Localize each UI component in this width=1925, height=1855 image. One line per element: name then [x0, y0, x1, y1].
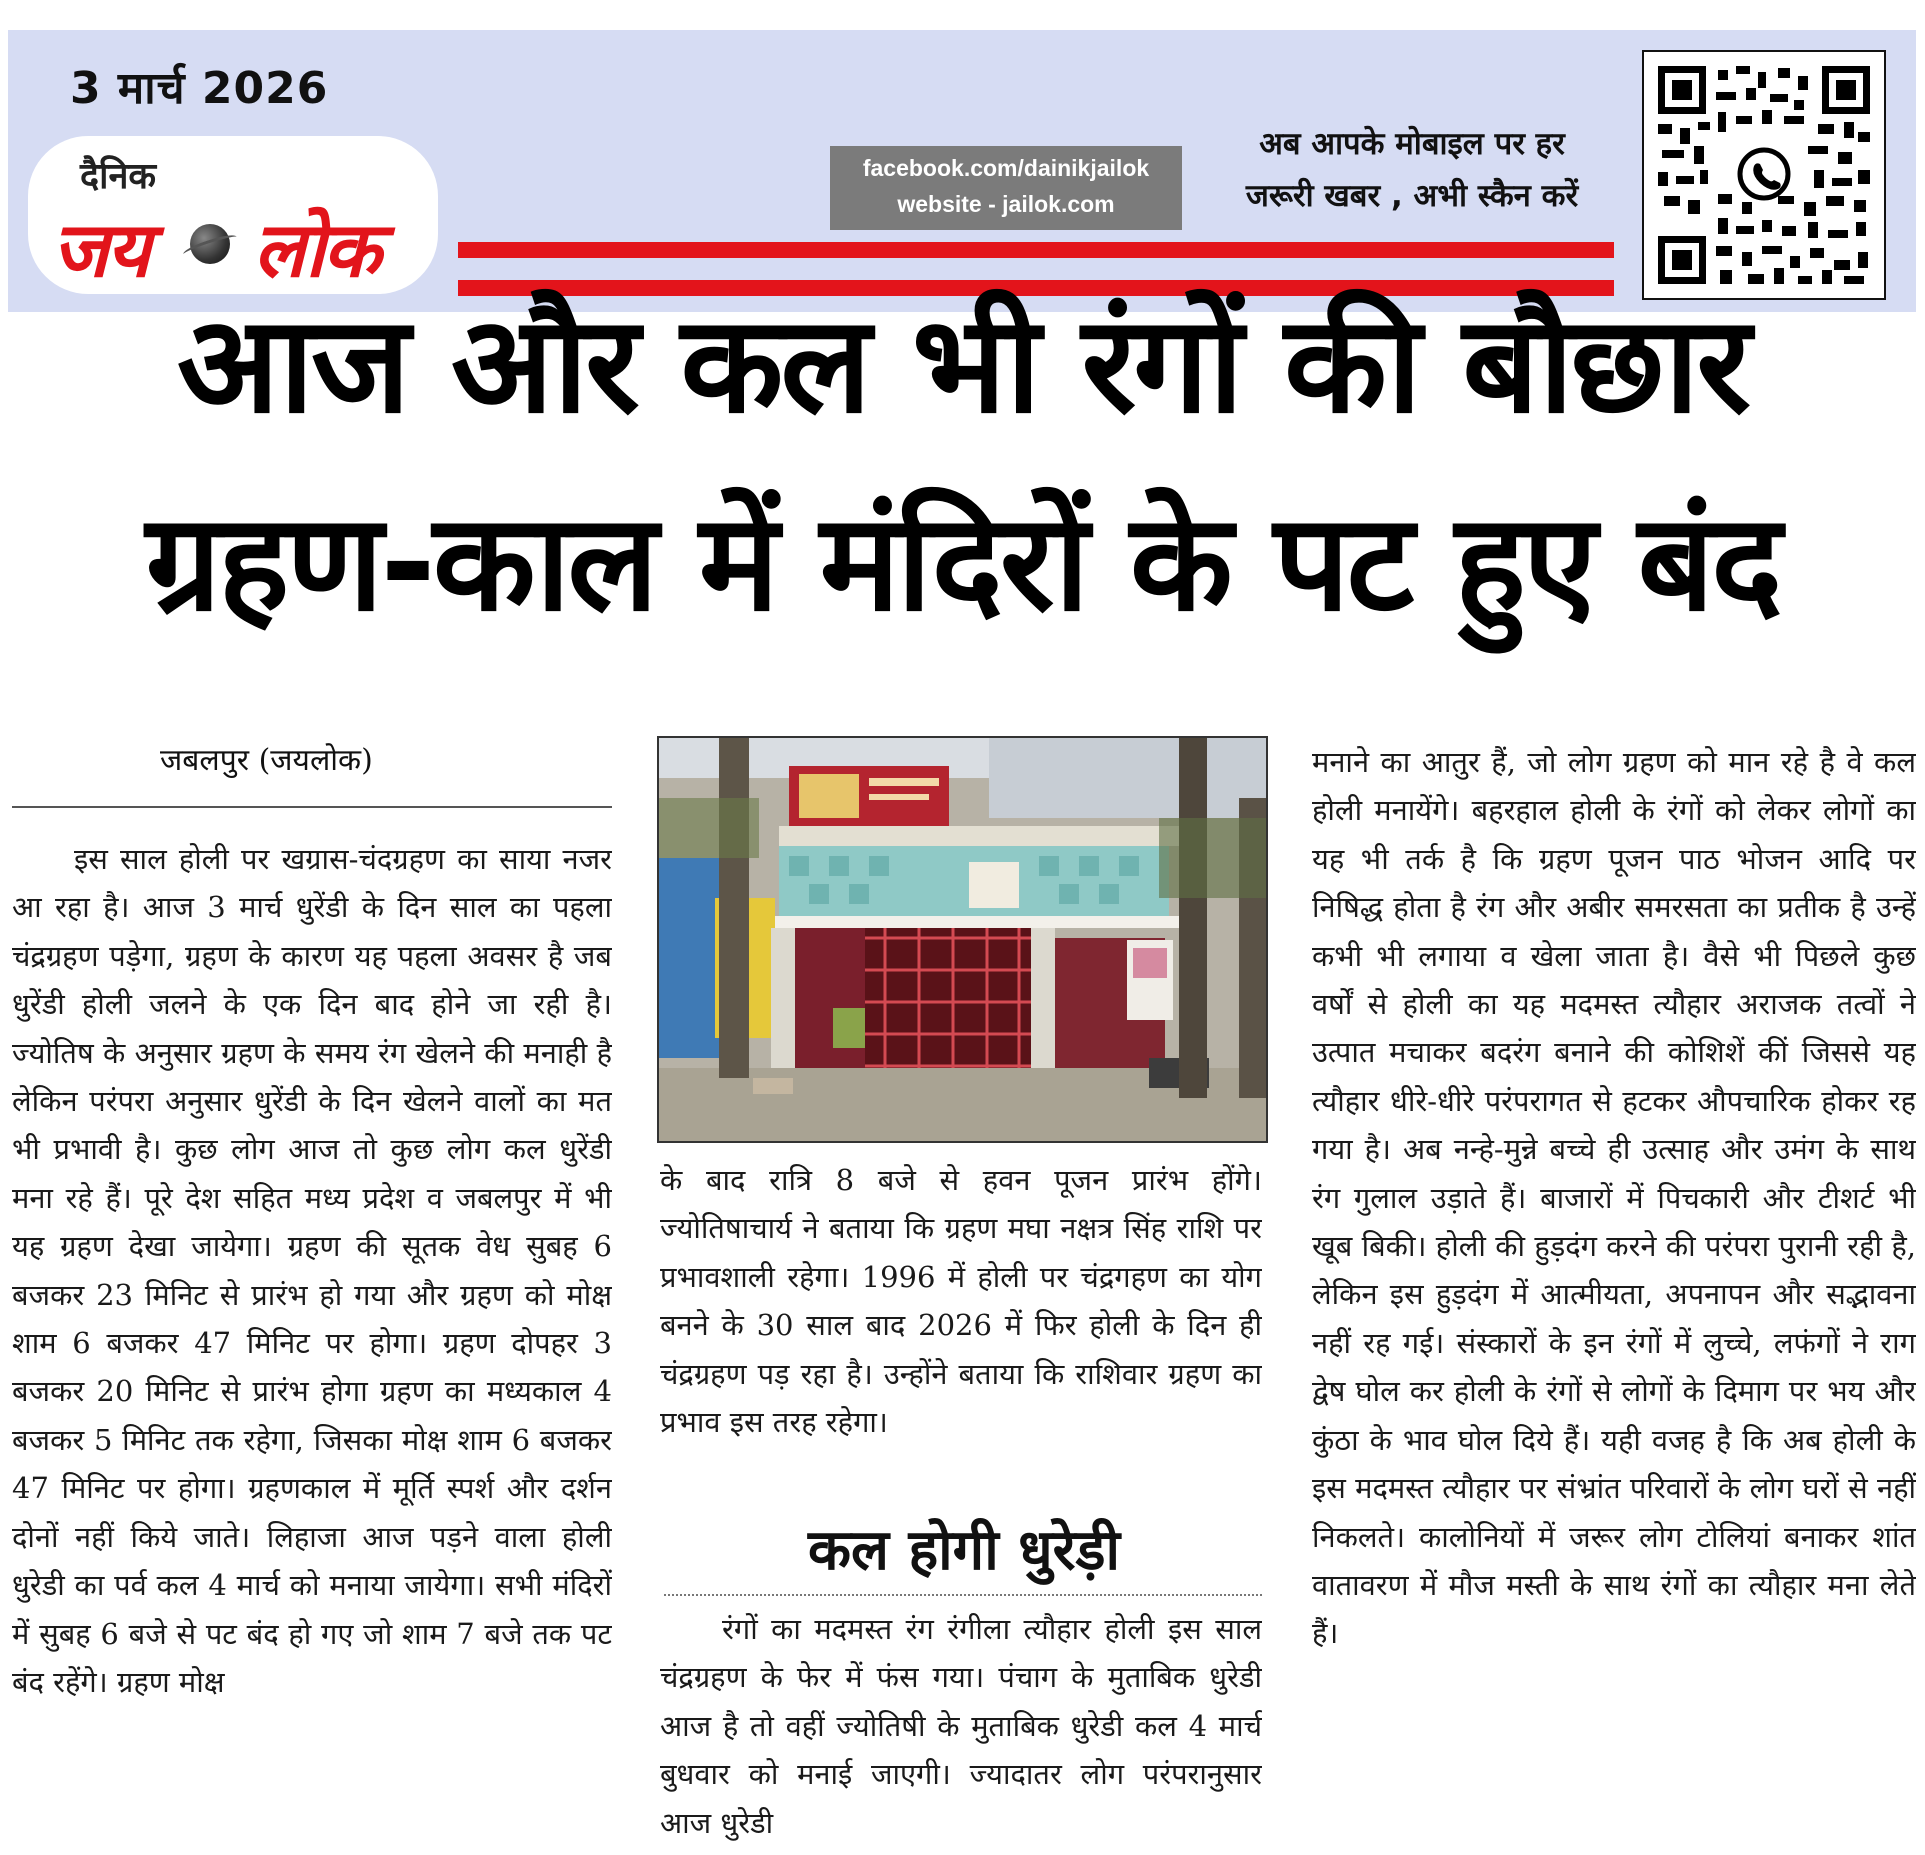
article-column-2-bottom-text: रंगों का मदमस्त रंग रंगीला त्यौहार होली इस साल चंद्रग्रहण के फेर में फंस गया। पंचाग के मुताबिक धुरेडी आज है तो वहीं ज्योतिषी के मुताबिक धुरेडी कल 4 मार्च बुधवार को मनाई जाएगी। ज्यादातर लोग परंपरानुसार आज धुरेडी: [660, 1612, 1262, 1840]
facebook-link[interactable]: facebook.com/dainikjailok: [862, 155, 1150, 181]
issue-date: 3 मार्च 2026: [70, 63, 329, 114]
logo-word-lok: लोक: [253, 205, 380, 294]
article-column-2-top: [660, 1156, 1262, 1492]
subheading: कल होगी धुरेड़ी: [807, 1518, 1121, 1583]
tagline-line-2: जरूरी खबर , अभी स्कैन करें: [1245, 178, 1579, 214]
logo-prefix: दैनिक: [80, 156, 157, 197]
logo-word-jay: जय: [52, 205, 149, 294]
article-column-2-bottom: [660, 1605, 1262, 1847]
tagline-line-1: अब आपके मोबाइल पर हर: [1259, 126, 1565, 162]
temple-photo: [657, 736, 1268, 1143]
article-column-3-text: मनाने का आतुर हैं, जो लोग ग्रहण को मान रहे है वे कल होली मनायेंगे। बहरहाल होली के रंगों को लेकर लोगों का यह भी तर्क है कि ग्रहण पूजन पाठ भोजन आदि पर निषिद्ध होता है रंग और अबीर समरसता का प्रतीक है उन्हें कभी भी लगाया व खेला जाता है। वैसे भी पिछले कुछ वर्षों से होली का यह मदमस्त त्यौहार अराजक तत्वों ने उत्पात मचाकर बदरंग बनाने की कोशिशें कीं जिससे यह त्यौहार धीरे-धीरे परंपरागत से हटकर औपचारिक होकर रह गया है। अब नन्हे-मुन्ने बच्चे ही उत्साह और उमंग के साथ रंग गुलाल उड़ाते हैं। बाजारों में पिचकारी और टीशर्ट भी खूब बिकी। होली की हुड़दंग करने की परंपरा पुरानी रही है, लेकिन इस हुड़दंग में आत्मीयता, अपनापन और सद्भावना नहीं रह गई। संस्कारों के इन रंगों में लुच्चे, लफंगों ने राग द्वेष घोल कर होली के रंगों से लोगों के दिमाग पर भय और कुंठा के भाव घोल दिये हैं। यही वजह है कि अब होली के इस मदमस्त त्यौहार पर संभ्रांत परिवारों के लोग घरों से नहीं निकलते। कालोनियों में जरूर लोग टोलियां बनाकर शांत वातावरण में मौज मस्ती के साथ रंगों का त्यौहार मना लेते हैं।: [1312, 745, 1916, 1651]
red-rule-top: [458, 242, 1614, 258]
temple-photo-illustration: [659, 738, 1266, 1141]
scan-tagline: [1232, 118, 1592, 222]
website-link[interactable]: website - jailok.com: [897, 191, 1115, 217]
qr-code-icon: [1658, 66, 1870, 284]
article-column-2-top-text: के बाद रात्रि 8 बजे से हवन पूजन प्रारंभ होंगे। ज्योतिषाचार्य ने बताया कि ग्रहण मघा नक्षत्र सिंह राशि पर प्रभावशाली रहेगा। 1996 में होली पर चंद्रगहण का योग बनने के 30 साल बाद 2026 में फिर होली के दिन ही चंद्रग्रहण पड़ रहा है। उन्होंने बताया कि राशिवार ग्रहण का प्रभाव इस तरह रहेगा।: [660, 1163, 1262, 1440]
dateline: जबलपुर (जयलोक): [160, 743, 373, 778]
social-links-box: [830, 146, 1182, 230]
globe-icon: [190, 224, 230, 264]
dotted-divider: [664, 1594, 1262, 1596]
qr-code[interactable]: [1642, 50, 1886, 300]
article-column-1-text: इस साल होली पर खग्रास-चंदग्रहण का साया नजर आ रहा है। आज 3 मार्च धुरेंडी के दिन साल का पहला चंद्रग्रहण पड़ेगा, ग्रहण के कारण यह पहला अवसर है जब धुरेंडी होली जलने के एक दिन बाद होने जा रही है। ज्योतिष के अनुसार ग्रहण के समय रंग खेलने की मनाही है लेकिन परंपरा अनुसार धुरेंडी के दिन खेलने वालों का मत भी प्रभावी है। कुछ लोग आज तो कुछ लोग कल धुरेंडी मना रहे हैं। पूरे देश सहित मध्य प्रदेश व जबलपुर में भी यह ग्रहण देखा जायेगा। ग्रहण की सूतक वेध सुबह 6 बजकर 23 मिनिट से प्रारंभ हो गया और ग्रहण को मोक्ष शाम 6 बजकर 47 मिनिट पर होगा। ग्रहण दोपहर 3 बजकर 20 मिनिट से प्रारंभ होगा ग्रहण का मध्यकाल 4 बजकर 5 मिनिट तक रहेगा, जिसका मोक्ष शाम 6 बजकर 47 मिनिट पर होगा। ग्रहणकाल में मूर्ति स्पर्श और दर्शन दोनों नहीं किये जाते। लिहाजा आज पड़ने वाला होली धुरेडी का पर्व कल 4 मार्च को मनाया जायेगा। सभी मंदिरों में सुबह 6 बजे से पट बंद हो गए जो शाम 7 बजे तक पट बंद रहेंगे। ग्रहण मोक्ष: [12, 842, 612, 1699]
headline-line-2: ग्रहण-काल में मंदिरों के पट हुए बंद: [145, 485, 1780, 641]
headline-line-1: आज और कल भी रंगों की बौछार: [176, 287, 1749, 443]
article-column-1: [12, 835, 612, 1847]
column-divider: [12, 806, 612, 808]
article-column-3: [1312, 738, 1916, 1848]
